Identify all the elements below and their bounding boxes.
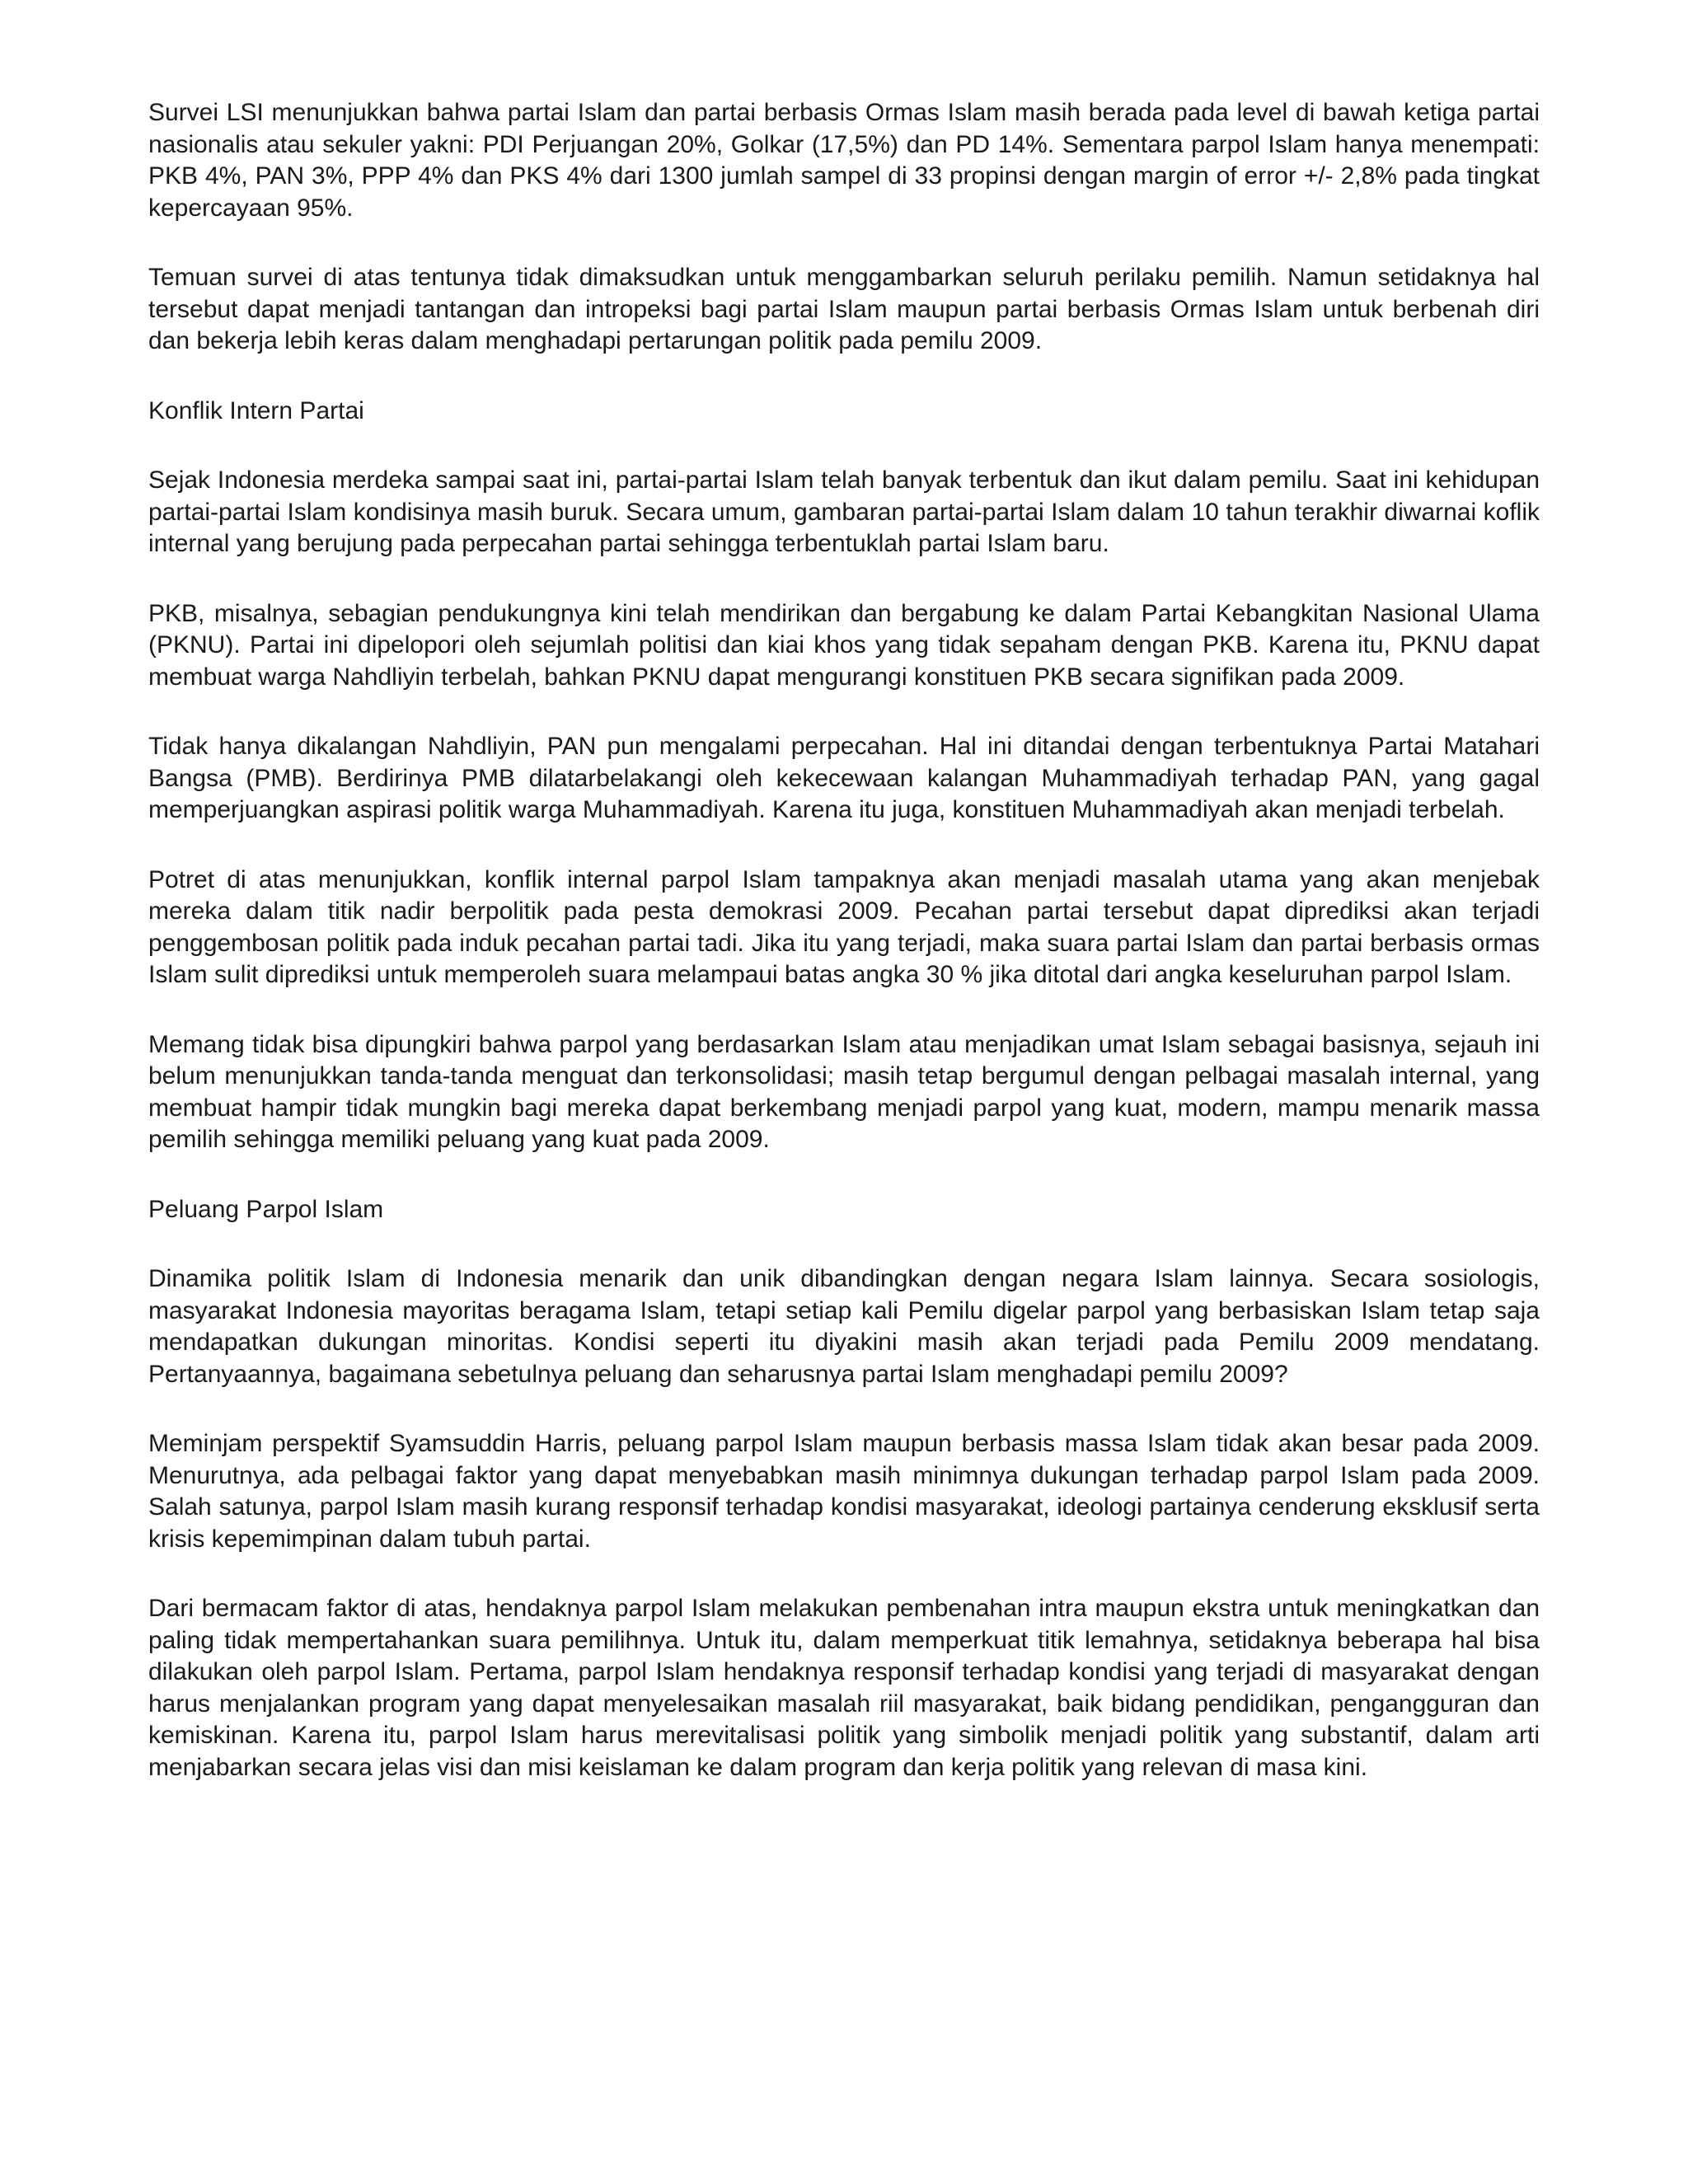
paragraph-survey-results: Survei LSI menunjukkan bahwa partai Islam dan partai berbasis Ormas Islam masih berada pada level di bawah ketiga partai nasionalis atau sekuler yakni: PDI Perjuangan 20%, Golkar (17,5%) dan PD 14%. Sementara parpol Islam hanya menempati: PKB 4%, PAN 3%, PPP 4% dan PKS 4% dari 1300 jumlah sampel di 33 propinsi dengan margin of error +/- 2,8% pada tingkat kepercayaan 95%. bbox=[148, 99, 1540, 222]
paragraph-pan-pmb: Tidak hanya dikalangan Nahdliyin, PAN pun mengalami perpecahan. Hal ini ditandai dengan terbentuknya Partai Matahari Bangsa (PMB). Berdirinya PMB dilatarbelakangi oleh kekecewaan kalangan Muhammadiyah terhadap PAN, yang gagal memperjuangkan aspirasi politik warga Muhammadiyah. Karena itu juga, konstituen Muhammadiyah akan menjadi terbelah. bbox=[148, 733, 1540, 823]
paragraph-recommendations: Dari bermacam faktor di atas, hendaknya parpol Islam melakukan pembenahan intra maupun ekstra untuk meningkatkan dan paling tidak mempertahankan suara pemilihnya. Untuk itu, dalam memperkuat titik lemahnya, setidaknya beberapa hal bisa dilakukan oleh parpol Islam. Pertama, parpol Islam hendaknya responsif terhadap kondisi yang terjadi di masyarakat dengan harus menjalankan program yang dapat menyelesaikan masalah riil masyarakat, baik bidang pendidikan, pengangguran dan kemiskinan. Karena itu, parpol Islam harus merevitalisasi politik yang simbolik menjadi politik yang substantif, dalam arti menjabarkan secara jelas visi dan misi keislaman ke dalam program dan kerja politik yang relevan di masa kini. bbox=[148, 1595, 1540, 1781]
paragraph-syamsuddin-harris: Meminjam perspektif Syamsuddin Harris, peluang parpol Islam maupun berbasis massa Islam tidak akan besar pada 2009. Menurutnya, ada pelbagai faktor yang dapat menyebabkan masih minimnya dukungan terhadap parpol Islam pada 2009. Salah satunya, parpol Islam masih kurang responsif terhadap kondisi masyarakat, ideologi partainya cenderung eksklusif serta krisis kepemimpinan dalam tubuh partai. bbox=[148, 1430, 1540, 1553]
paragraph-political-dynamics: Dinamika politik Islam di Indonesia menarik dan unik dibandingkan dengan negara Islam lainnya. Secara sosiologis, masyarakat Indonesia mayoritas beragama Islam, tetapi setiap kali Pemilu digelar parpol yang berbasiskan Islam tetap saja mendapatkan dukungan minoritas. Kondisi seperti itu diyakini masih akan terjadi pada Pemilu 2009 mendatang. Pertanyaannya, bagaimana sebetulnya peluang dan seharusnya partai Islam menghadapi pemilu 2009? bbox=[148, 1265, 1540, 1388]
paragraph-islamic-parties-history: Sejak Indonesia merdeka sampai saat ini, partai-partai Islam telah banyak terbentuk dan ikut dalam pemilu. Saat ini kehidupan partai-partai Islam kondisinya masih buruk. Secara umum, gambaran partai-partai Islam dalam 10 tahun terakhir diwarnai koflik internal yang berujung pada perpecahan partai sehingga terbentuklah partai Islam baru. bbox=[148, 466, 1540, 557]
section-heading-internal-conflict: Konflik Intern Partai bbox=[148, 396, 364, 424]
paragraph-survey-findings: Temuan survei di atas tentunya tidak dimaksudkan untuk menggambarkan seluruh perilaku pemilih. Namun setidaknya hal tersebut dapat menjadi tantangan dan intropeksi bagi partai Islam maupun partai berbasis Ormas Islam untuk berbenah diri dan bekerja lebih keras dalam menghadapi pertarungan politik pada pemilu 2009. bbox=[148, 264, 1540, 354]
paragraph-conflict-portrait: Potret di atas menunjukkan, konflik internal parpol Islam tampaknya akan menjadi masalah utama yang akan menjebak mereka dalam titik nadir berpolitik pada pesta demokrasi 2009. Pecahan partai tersebut dapat diprediksi akan terjadi penggembosan politik pada induk pecahan partai tadi. Jika itu yang terjadi, maka suara partai Islam dan partai berbasis ormas Islam sulit diprediksi untuk memperoleh suara melampaui batas angka 30 % jika ditotal dari angka keseluruhan parpol Islam. bbox=[148, 865, 1540, 988]
paragraph-not-consolidated: Memang tidak bisa dipungkiri bahwa parpol yang berdasarkan Islam atau menjadikan umat Islam sebagai basisnya, sejauh ini belum menunjukkan tanda-tanda menguat dan terkonsolidasi; masih tetap bergumul dengan pelbagai masalah internal, yang membuat hampir tidak mungkin bagi mereka dapat berkembang menjadi parpol yang kuat, modern, mampu menarik massa pemilih sehingga memiliki peluang yang kuat pada 2009. bbox=[148, 1030, 1540, 1153]
section-heading-opportunities: Peluang Parpol Islam bbox=[148, 1195, 384, 1223]
paragraph-pkb-pknu: PKB, misalnya, sebagian pendukungnya kini telah mendirikan dan bergabung ke dalam Partai Kebangkitan Nasional Ulama (PKNU). Partai ini dipelopori oleh sejumlah politisi dan kiai khos yang tidak sepaham dengan PKB. Karena itu, PKNU dapat membuat warga Nahdliyin terbelah, bahkan PKNU dapat mengurangi konstituen PKB secara signifikan pada 2009. bbox=[148, 599, 1540, 691]
document-page bbox=[148, 97, 1540, 1821]
